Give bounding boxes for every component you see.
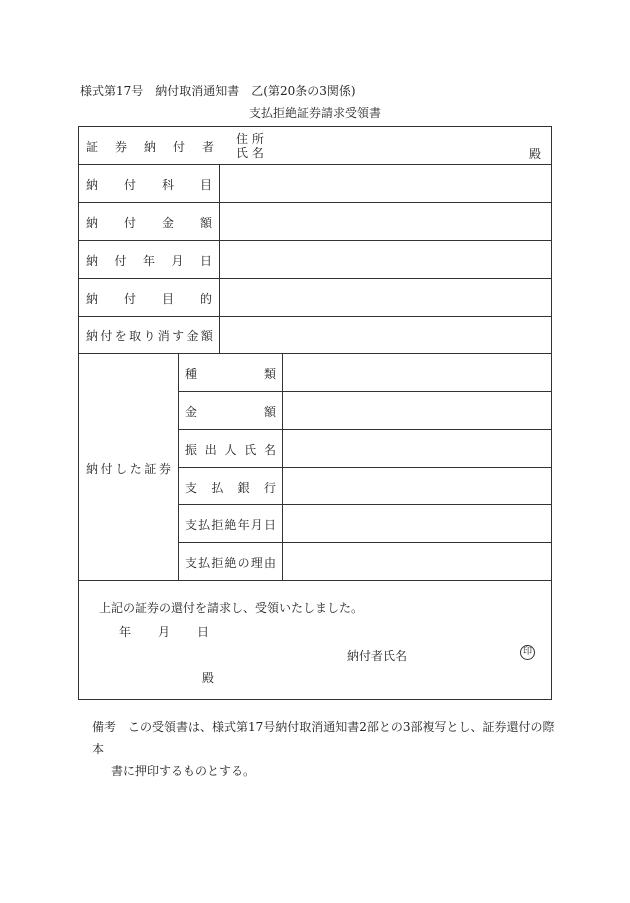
- payment-purpose-label: 納 付 目 的: [86, 292, 212, 306]
- row-divider: [79, 240, 551, 241]
- row-divider: [79, 353, 551, 354]
- row-divider: [178, 391, 551, 392]
- dono-honorific-footer: 殿: [202, 671, 215, 685]
- column-divider: [178, 353, 179, 580]
- row-divider: [79, 164, 551, 165]
- address-label: 住 所: [236, 132, 264, 146]
- date-line: [119, 623, 209, 640]
- dono-honorific: 殿: [528, 147, 541, 161]
- security-type-label: 種 類: [185, 367, 276, 381]
- cancel-amount-label: 納 付 を 取 り 消 す 金 額: [86, 329, 213, 343]
- refusal-date-label: 支 払 拒 絶 年 月 日: [185, 518, 276, 532]
- payment-amount-label: 納 付 金 額: [86, 216, 212, 230]
- payment-date-label: 納 付 年 月 日: [86, 254, 212, 268]
- payer-name-label: 納付者氏名: [347, 649, 408, 663]
- payer-label: 証 券 納 付 者: [86, 140, 214, 154]
- form-heading: 様式第17号 納付取消通知書 乙(第20条の3関係): [80, 84, 356, 98]
- row-divider: [178, 467, 551, 468]
- remark-line-1: 備考 この受領書は、様式第17号納付取消通知書2部との3部複写とし、証券還付の際本: [92, 720, 555, 756]
- day-label: 日: [197, 625, 210, 639]
- refusal-reason-label: 支 払 拒 絶 の 理 由: [185, 556, 276, 570]
- remark-line-2: 書に押印するものとする。: [111, 764, 256, 778]
- address-name-label: [236, 132, 264, 160]
- securities-group-label: 納 付 し た 証 券: [86, 462, 171, 476]
- column-divider: [282, 353, 283, 580]
- seal-icon: 印: [520, 645, 535, 660]
- drawer-name-label: 振 出 人 氏 名: [185, 443, 276, 457]
- month-label: 月: [158, 625, 171, 639]
- row-divider: [79, 580, 551, 581]
- row-divider: [178, 429, 551, 430]
- security-amount-label: 金 額: [185, 405, 276, 419]
- paying-bank-label: 支 払 銀 行: [185, 481, 276, 495]
- row-divider: [178, 504, 551, 505]
- row-divider: [79, 278, 551, 279]
- row-divider: [178, 542, 551, 543]
- year-label: 年: [119, 625, 132, 639]
- receipt-form-table: [78, 126, 552, 700]
- payment-item-label: 納 付 科 目: [86, 178, 212, 192]
- row-divider: [79, 316, 551, 317]
- document-title: 支払拒絶証券請求受領書: [248, 106, 381, 120]
- column-divider: [219, 164, 220, 353]
- receipt-statement: 上記の証券の還付を請求し、受領いたしました。: [99, 601, 364, 615]
- row-divider: [79, 202, 551, 203]
- name-label: 氏 名: [236, 146, 264, 160]
- remark-note: [92, 716, 562, 782]
